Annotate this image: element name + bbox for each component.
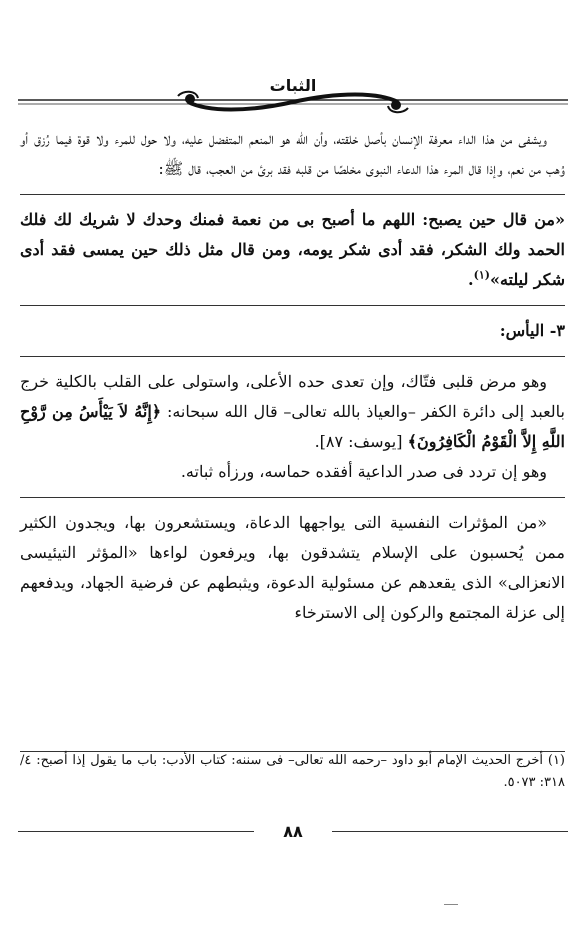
- header-title: الثبات: [269, 76, 317, 95]
- paragraph-3: وهو إن تردد فى صدر الداعية أفقده حماسه، ورزأه ثباته.: [180, 462, 547, 481]
- verse-citation: [يوسف: ٨٧].: [314, 432, 403, 451]
- divider: [20, 497, 565, 498]
- footnote-ref: (١): [473, 268, 490, 282]
- divider: [20, 305, 565, 306]
- paragraph-2-text: وهو مرض قلبى فتّاك، وإن تعدى حده الأعلى، واستولى على القلب بالكلية خرج بالعبد إلى دائرة الكفر –والعياذ بالله تعالى– قال الله سبحانه:: [20, 372, 565, 421]
- page-body: [20, 124, 565, 628]
- hadith-quote: «من قال حين يصبح: اللهم ما أصبح بى من نعمة فمنك وحدك لا شريك لك فلك الحمد ولك الشكر، فقد أدى شكر يومه، ومن قال مثل ذلك حين يمسى فقد أدى شكر ليلته»$^{(١)}$.: [20, 210, 565, 289]
- page-mark: [444, 904, 458, 905]
- footnote: (١) أخرج الحديث الإمام أبو داود –رحمه الله تعالى– فى سننه: كتاب الأدب: باب ما يقول إذا أصبح: ٤/ ٣١٨: ٥٠٧٣.: [20, 753, 565, 790]
- footer-rule-right: [332, 831, 568, 832]
- hadith-text: «من قال حين يصبح: اللهم ما أصبح بى من نعمة فمنك وحدك لا شريك لك فلك الحمد ولك الشكر، فقد أدى شكر يومه، ومن قال مثل ذلك حين يمسى فقد أدى شكر ليلته»: [20, 210, 565, 289]
- page-number: ٨٨: [283, 822, 303, 841]
- footer-rule-left: [18, 831, 254, 832]
- divider: [20, 356, 565, 357]
- section-heading: ٣- اليأس:: [499, 321, 565, 340]
- page-footer: [18, 822, 568, 842]
- quran-verse: ﴿إِنَّهُ لاَ يَيْأَسُ مِن رَّوْحِ اللَّهِ إِلاَّ الْقَوْمُ الْكَافِرُونَ﴾: [20, 402, 565, 451]
- running-header: [18, 76, 568, 120]
- paragraph-1: ويشفى من هذا الداء معرفة الإنسان بأصل خلقته، وأن الله هو المنعم المتفضل عليه، ولا حول للمرء ولا قوة فيما رُزق أو وُهب من نعم، وإذا قال المرء هذا الدعاء النبوى مخلصًا من قلبه فقد برئ من العجب، قال ﷺ:: [20, 129, 565, 178]
- paragraph-2: [20, 367, 565, 457]
- divider: [20, 194, 565, 195]
- paragraph-4: «من المؤثرات النفسية التى يواجهها الدعاة، ويستشعرون بها، ويجدون الكثير ممن يُحسبون على الإسلام يتشدقون بها، ويرفعون لواءها «المؤثر التيئيسى الانعزالى» الذى يقعدهم عن مسئولية الدعوة، ويثبطهم عن فرضية الجهاد، ويدفعهم إلى عزلة المجتمع والركون إلى الاسترخاء: [20, 513, 565, 622]
- header-ornament: [18, 90, 568, 114]
